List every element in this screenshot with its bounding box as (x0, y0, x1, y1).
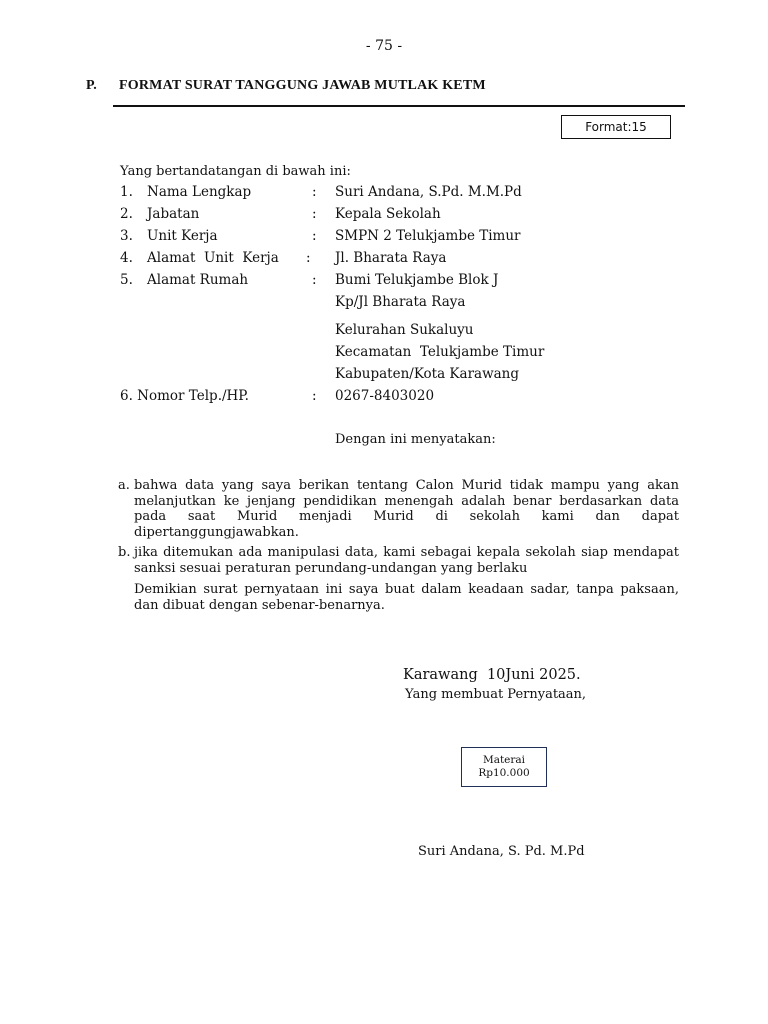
field-label: 6. Nomor Telp./HP. (120, 388, 249, 404)
field-colon: : (312, 184, 317, 200)
field-number: 4. (120, 250, 133, 266)
address-line: Kelurahan Sukaluyu (335, 322, 474, 338)
stamp-line-1: Materai (482, 754, 526, 766)
field-number: 2. (120, 206, 133, 222)
statement-text: jika ditemukan ada manipulasi data, kami sebagai kepala sekolah siap mendapat sanksi sesuai peraturan perundang-undangan yang berlaku (134, 545, 679, 576)
signer-name: Suri Andana, S. Pd. M.Pd (418, 844, 585, 859)
field-colon: : (312, 272, 317, 288)
field-label: Unit Kerja (147, 228, 218, 244)
field-number: 1. (120, 184, 133, 200)
field-number: 5. (120, 272, 133, 288)
stamp-duty-box (461, 747, 547, 787)
statement-marker: a. (118, 478, 130, 493)
field-value: Jl. Bharata Raya (335, 250, 447, 266)
field-value: 0267-8403020 (335, 388, 435, 404)
section-letter: P. (86, 78, 97, 93)
field-label: Jabatan (147, 206, 200, 222)
place-and-date: Karawang 10Juni 2025. (403, 667, 581, 683)
field-label: Alamat Unit Kerja (147, 250, 279, 266)
field-value: SMPN 2 Telukjambe Timur (335, 228, 521, 244)
address-line: Kecamatan Telukjambe Timur (335, 344, 545, 360)
address-line: Kp/Jl Bharata Raya (335, 294, 466, 310)
statement-marker: b. (118, 545, 131, 560)
field-colon: : (306, 250, 311, 266)
statement-b (118, 545, 679, 576)
closing-paragraph: Demikian surat pernyataan ini saya buat dalam keadaan sadar, tanpa paksaan, dan dibuat dengan sebenar-benarnya. (134, 582, 679, 613)
title-divider (113, 105, 685, 107)
field-label: Nama Lengkap (147, 184, 252, 200)
statement-a (118, 478, 679, 540)
format-label: Format:15 (585, 120, 647, 134)
field-value: Kepala Sekolah (335, 206, 441, 222)
field-colon: : (312, 206, 317, 222)
field-number: 3. (120, 228, 133, 244)
maker-label: Yang membuat Pernyataan, (405, 687, 587, 702)
field-colon: : (312, 388, 317, 404)
page-number: - 75 - (365, 38, 403, 54)
declaration-intro: Dengan ini menyatakan: (335, 432, 496, 447)
intro-text: Yang bertandatangan di bawah ini: (120, 164, 351, 179)
statement-text: bahwa data yang saya berikan tentang Calon Murid tidak mampu yang akan melanjutkan ke jenjang pendidikan menengah adalah benar berdasarkan data pada saat Murid menjadi Murid di sekolah kami dan dapat dipertanggungjawabkan. (134, 478, 679, 540)
field-value: Suri Andana, S.Pd. M.M.Pd (335, 184, 522, 200)
stamp-line-2: Rp10.000 (478, 767, 530, 779)
section-title: FORMAT SURAT TANGGUNG JAWAB MUTLAK KETM (119, 78, 486, 93)
field-value: Bumi Telukjambe Blok J (335, 272, 499, 288)
field-colon: : (312, 228, 317, 244)
field-label: Alamat Rumah (147, 272, 249, 288)
address-line: Kabupaten/Kota Karawang (335, 366, 520, 382)
format-label-box (561, 115, 671, 139)
